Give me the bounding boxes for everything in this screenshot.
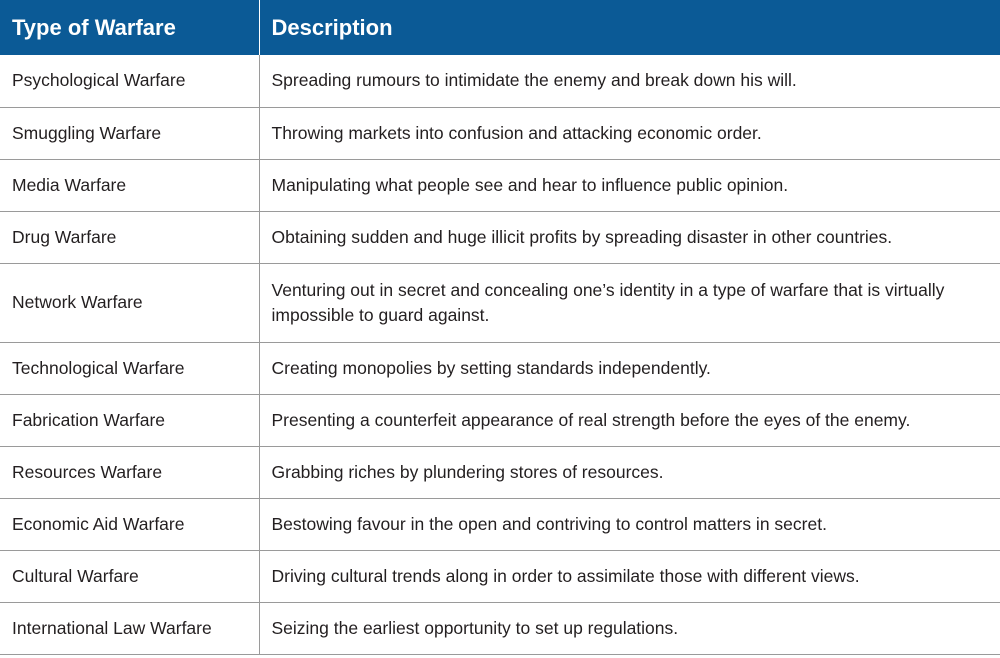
warfare-type-cell: Economic Aid Warfare: [0, 498, 259, 550]
table-row: [0, 263, 1000, 342]
header-row: [0, 0, 1000, 55]
table-row: [0, 498, 1000, 550]
warfare-type-cell: Media Warfare: [0, 159, 259, 211]
column-header-type: Type of Warfare: [0, 0, 259, 55]
table-row: [0, 394, 1000, 446]
warfare-description-cell: Spreading rumours to intimidate the enemy and break down his will.: [259, 55, 1000, 107]
table-row: [0, 342, 1000, 394]
warfare-description-cell: Seizing the earliest opportunity to set up regulations.: [259, 602, 1000, 654]
table-row: [0, 550, 1000, 602]
warfare-description-cell: Grabbing riches by plundering stores of resources.: [259, 446, 1000, 498]
table-row: [0, 55, 1000, 107]
table-row: [0, 602, 1000, 654]
warfare-type-cell: Smuggling Warfare: [0, 107, 259, 159]
warfare-type-cell: Resources Warfare: [0, 446, 259, 498]
table-body: [0, 55, 1000, 654]
warfare-type-cell: Network Warfare: [0, 263, 259, 342]
warfare-description-cell: Creating monopolies by setting standards independently.: [259, 342, 1000, 394]
warfare-description-cell: Throwing markets into confusion and attacking economic order.: [259, 107, 1000, 159]
warfare-type-cell: Psychological Warfare: [0, 55, 259, 107]
warfare-description-cell: Bestowing favour in the open and contriving to control matters in secret.: [259, 498, 1000, 550]
warfare-description-cell: Obtaining sudden and huge illicit profits by spreading disaster in other countries.: [259, 211, 1000, 263]
warfare-description-cell: Driving cultural trends along in order to assimilate those with different views.: [259, 550, 1000, 602]
warfare-type-cell: Cultural Warfare: [0, 550, 259, 602]
table-header: [0, 0, 1000, 55]
table-row: [0, 107, 1000, 159]
table-row: [0, 446, 1000, 498]
table-row: [0, 159, 1000, 211]
warfare-type-cell: International Law Warfare: [0, 602, 259, 654]
warfare-description-cell: Venturing out in secret and concealing one’s identity in a type of warfare that is virtually impossible to guard against.: [259, 263, 1000, 342]
column-header-description: Description: [259, 0, 1000, 55]
table-row: [0, 211, 1000, 263]
warfare-description-cell: Manipulating what people see and hear to influence public opinion.: [259, 159, 1000, 211]
warfare-type-cell: Technological Warfare: [0, 342, 259, 394]
warfare-type-cell: Drug Warfare: [0, 211, 259, 263]
warfare-description-cell: Presenting a counterfeit appearance of real strength before the eyes of the enemy.: [259, 394, 1000, 446]
warfare-type-cell: Fabrication Warfare: [0, 394, 259, 446]
